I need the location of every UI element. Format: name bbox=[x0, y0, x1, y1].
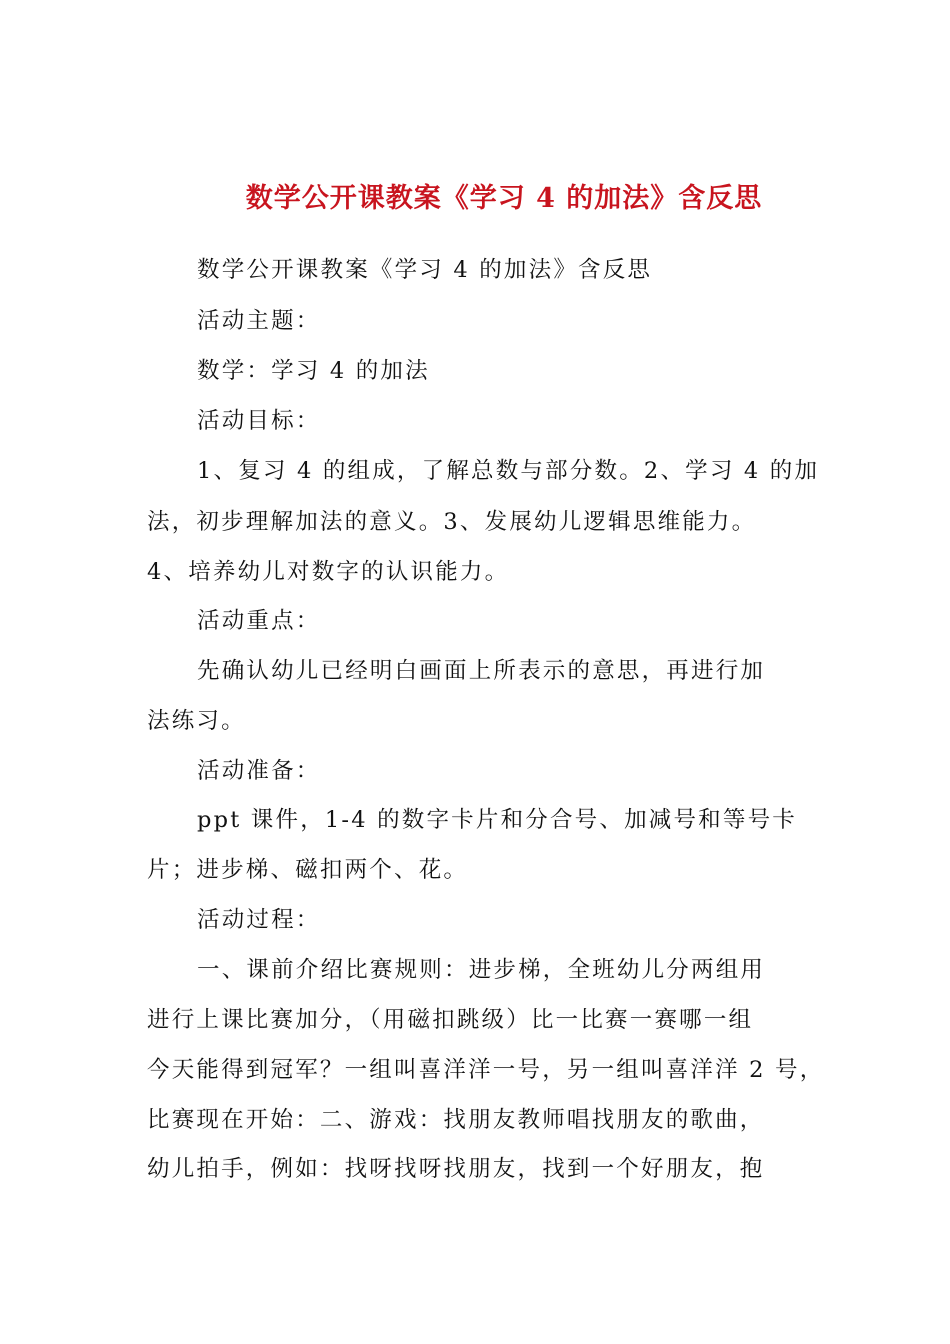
paragraph-line: 1、复习 4 的组成，了解总数与部分数。2、学习 4 的加 bbox=[197, 458, 820, 484]
paragraph-line: 幼儿拍手，例如：找呀找呀找朋友，找到一个好朋友，抱 bbox=[147, 1156, 765, 1182]
paragraph-line: 法练习。 bbox=[147, 708, 246, 734]
paragraph-line: 比赛现在开始：二、游戏：找朋友教师唱找朋友的歌曲， bbox=[147, 1107, 765, 1133]
paragraph-line: 4、培养幼儿对数字的认识能力。 bbox=[147, 559, 510, 585]
paragraph-line: 数学：学习 4 的加法 bbox=[197, 358, 430, 384]
paragraph-line: 活动准备： bbox=[197, 758, 321, 784]
paragraph-line: 活动主题： bbox=[197, 308, 321, 334]
paragraph-line: 法，初步理解加法的意义。3、发展幼儿逻辑思维能力。 bbox=[147, 509, 757, 535]
document-title: 数学公开课教案《学习 4 的加法》含反思 bbox=[245, 183, 763, 214]
paragraph-line: 今天能得到冠军？一组叫喜洋洋一号，另一组叫喜洋洋 2 号， bbox=[147, 1057, 825, 1083]
paragraph-line: 活动重点： bbox=[197, 608, 321, 634]
paragraph-line: 活动过程： bbox=[197, 907, 321, 933]
paragraph-line: 进行上课比赛加分，（用磁扣跳级）比一比赛一赛哪一组 bbox=[147, 1007, 754, 1033]
paragraph-line: 一、课前介绍比赛规则：进步梯，全班幼儿分两组用 bbox=[197, 957, 766, 983]
paragraph-line: 数学公开课教案《学习 4 的加法》含反思 bbox=[197, 257, 653, 283]
paragraph-line: 活动目标： bbox=[197, 408, 321, 434]
paragraph-line: ppt 课件，1-4 的数字卡片和分合号、加减号和等号卡 bbox=[197, 807, 797, 833]
paragraph-line: 片；进步梯、磁扣两个、花。 bbox=[147, 857, 469, 883]
paragraph-line: 先确认幼儿已经明白画面上所表示的意思，再进行加 bbox=[197, 658, 766, 684]
